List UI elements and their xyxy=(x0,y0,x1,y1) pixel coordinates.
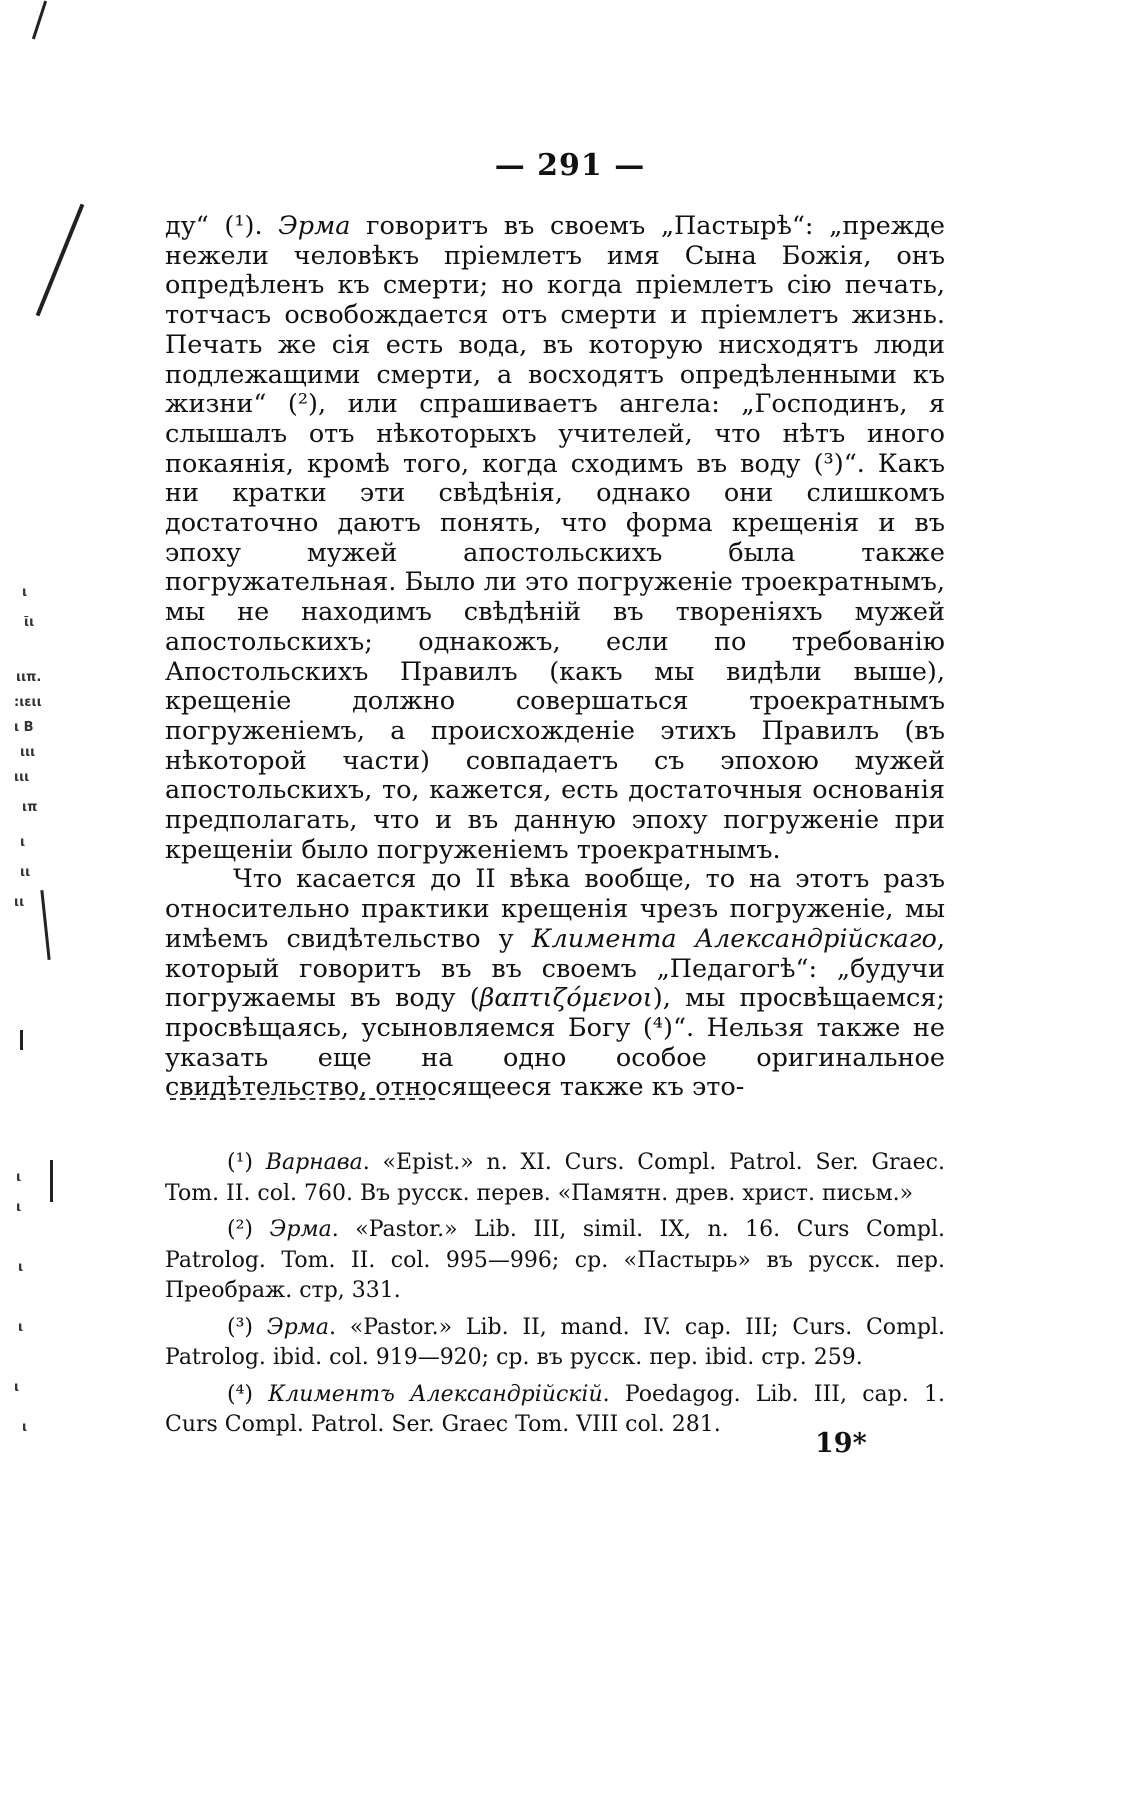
footnote-marker: (⁴) xyxy=(227,1381,269,1407)
author-name: Климента Александрійскаго xyxy=(531,923,937,954)
author-name: Эрма xyxy=(278,211,351,241)
scan-artifact-mark: ι xyxy=(16,1200,22,1215)
scan-artifact-mark: ι xyxy=(22,585,28,600)
scan-artifact-mark: ιπ xyxy=(22,800,38,815)
scan-artifact-mark: ι xyxy=(16,1170,22,1185)
scan-artifact-mark: ι xyxy=(18,1260,24,1275)
footnote xyxy=(165,1148,945,1209)
scan-artifact-line xyxy=(20,1030,23,1050)
footnote-text: . «Epist.» n. XI. Curs. Compl. Patrol. Ser. Graec. Tom. II. col. 760. Въ русск. перев. «Памятн. древ. христ. письм.» xyxy=(165,1150,945,1206)
footnote-author: Эрма xyxy=(269,1217,332,1242)
footnote-author: Эрма xyxy=(266,1314,330,1340)
footnote xyxy=(165,1313,945,1374)
footnote-marker: (²) xyxy=(227,1217,270,1242)
footnote-divider xyxy=(170,1098,435,1100)
scan-artifact-line xyxy=(32,1,47,40)
footnote-text: . «Pastor.» Lib. II, mand. IV. cap. III; Curs. Compl. Patrolog. ibid. col. 919—920; ср. въ русск. пер. ibid. стр. 259. xyxy=(165,1314,945,1370)
signature-mark: 19* xyxy=(815,1428,867,1459)
scan-artifact-mark: ι xyxy=(20,835,26,850)
footnote xyxy=(165,1215,945,1307)
text-run: ), мы просвѣщаемся; просвѣщаясь, усыновляемся Богу (⁴)“. Нельзя также не указать еще на одно особое оригинальное свидѣтельство, относящееся также къ это- xyxy=(165,983,945,1103)
scan-artifact-mark: ιι xyxy=(20,865,31,880)
footnote-text: . Poedagog. Lib. III, cap. 1. Curs Compl. Patrol. Ser. Graec Tom. VIII col. 281. xyxy=(165,1381,945,1437)
text-run: , который говоритъ въ въ своемъ „Педагогѣ“: „будучи погружаемы въ воду ( xyxy=(165,923,945,1014)
scan-artifact-mark: ι xyxy=(22,1420,28,1435)
scan-artifact-mark: :ιειι xyxy=(14,695,42,710)
scan-artifact-mark: ῖι xyxy=(24,615,35,630)
scan-artifact-mark: ιιι xyxy=(20,745,36,760)
scan-artifact-line xyxy=(36,204,85,317)
footnote-text: . «Pastor.» Lib. III, simil. IX, n. 16. Curs Compl. Patrolog. Tom. II. col. 995—996; ср. «Пастырь» въ русск. пер. Преображ. стр, 331. xyxy=(165,1217,945,1303)
footnote-author: Варнава xyxy=(265,1150,363,1175)
footnote-marker: (¹) xyxy=(227,1150,266,1175)
scan-artifact-mark: ι xyxy=(18,1320,24,1335)
scan-artifact-line xyxy=(50,1160,53,1202)
scan-artifact-mark: ιιι xyxy=(14,770,30,785)
scan-artifact-mark: ι xyxy=(14,1380,20,1395)
scan-artifact-line xyxy=(40,890,50,960)
paragraph xyxy=(165,212,945,865)
footnote-author: Климентъ Александрійскій xyxy=(268,1381,603,1407)
page-number: — 291 — xyxy=(494,148,646,183)
scan-artifact-mark: ιιπ. xyxy=(16,670,42,685)
text-run: Что касается до II вѣка вообще, то на этотъ разъ относительно практики крещенія чрезъ погруженіе, мы имѣемъ свидѣтельство у xyxy=(165,864,945,954)
scan-artifact-mark: ι Β xyxy=(14,720,34,735)
scan-artifact-mark: ιι xyxy=(14,895,25,910)
footnotes xyxy=(165,1148,945,1447)
text-run: говоритъ въ своемъ „Пастырѣ“: „прежде нежели человѣкъ пріемлетъ имя Сына Божія, онъ опредѣленъ къ смерти; но когда пріемлетъ сію печать, тотчасъ освобождается отъ смерти и пріемлетъ жизнь. Печать же сія есть вода, въ которую нисходятъ люди подлежащими смерти, а восходятъ опредѣленными къ жизни“ (²), или спрашиваетъ ангела: „Господинъ, я слышалъ отъ нѣкоторыхъ учителей, что нѣтъ иного покаянія, кромѣ того, когда сходимъ въ воду (³)“. Какъ ни кратки эти свѣдѣнія, однако они слишкомъ достаточно даютъ понять, что форма крещенія и въ эпоху мужей апостольскихъ была также погружательная. Было ли это погруженіе троекратнымъ, мы не находимъ свѣдѣній въ твореніяхъ мужей апостольскихъ; однакожъ, если по требованію Апостольскихъ Правилъ (какъ мы видѣли выше), крещеніе должно совершаться троекратнымъ погруженіемъ, а происхожденіе этихъ Правилъ (въ нѣкоторой части) совпадаетъ съ эпохою мужей апостольскихъ, то, кажется, есть достаточныя основанія предполагать, что и въ данную эпоху погруженіе при крещеніи было погруженіемъ троекратнымъ. xyxy=(165,211,945,865)
greek-term: βαπτιζόμενοι xyxy=(479,983,653,1014)
footnote-marker: (³) xyxy=(227,1314,267,1340)
text-run: ду“ (¹). xyxy=(165,211,279,241)
main-text xyxy=(165,212,945,1103)
paragraph xyxy=(165,865,945,1103)
